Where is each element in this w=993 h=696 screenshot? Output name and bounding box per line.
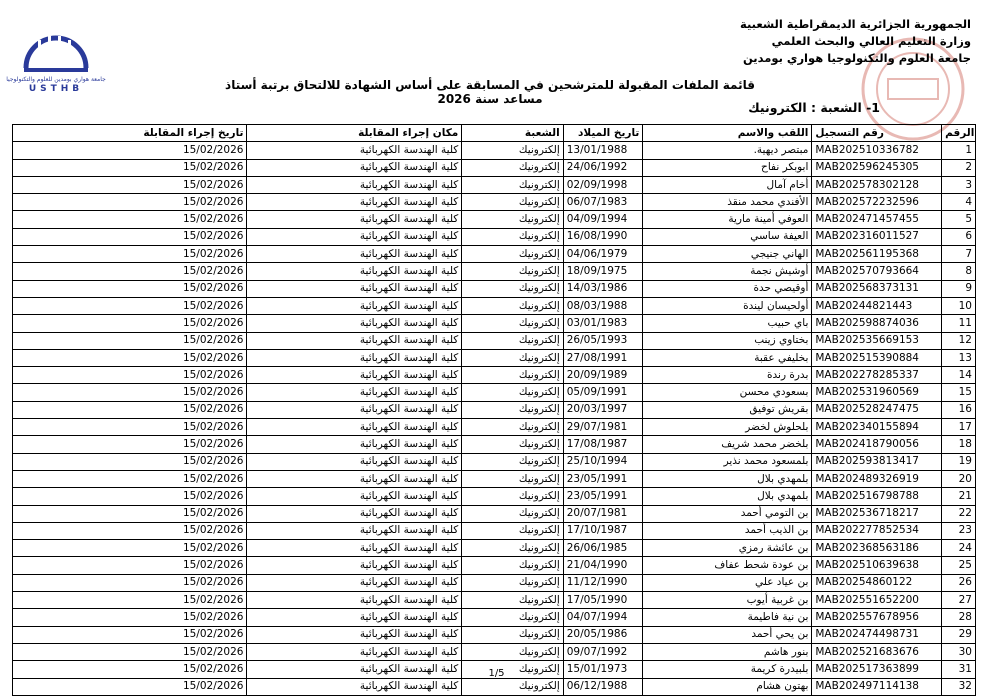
cell-interview-date: 15/02/2026: [13, 297, 247, 314]
cell-interview-place: كلية الهندسة الكهربائية: [247, 263, 462, 280]
cell-interview-date: 15/02/2026: [13, 159, 247, 176]
table-row: [13, 505, 976, 522]
cell-interview-place: كلية الهندسة الكهربائية: [247, 522, 462, 539]
cell-number: 6: [942, 228, 976, 245]
header-republic: الجمهورية الجزائرية الديمقراطية الشعبية: [739, 17, 971, 31]
cell-name: أوشيش نجمة: [643, 263, 812, 280]
cell-registration: MAB202598874036: [812, 315, 942, 332]
cell-name: الأفندي محمد منقذ: [643, 194, 812, 211]
cell-registration: MAB202528247475: [812, 401, 942, 418]
cell-registration: MAB20244821443: [812, 297, 942, 314]
table-row: [13, 488, 976, 505]
cell-number: 9: [942, 280, 976, 297]
cell-interview-place: كلية الهندسة الكهربائية: [247, 574, 462, 591]
cell-registration: MAB20254860122: [812, 574, 942, 591]
cell-interview-place: كلية الهندسة الكهربائية: [247, 678, 462, 695]
cell-name: بنور هاشم: [643, 643, 812, 660]
cell-number: 32: [942, 678, 976, 695]
table-row: [13, 626, 976, 643]
university-logo: [6, 26, 106, 94]
cell-specialty: إلكترونيك: [462, 557, 563, 574]
cell-birth-date: 26/06/1985: [563, 540, 643, 557]
cell-interview-place: كلية الهندسة الكهربائية: [247, 349, 462, 366]
cell-interview-date: 15/02/2026: [13, 142, 247, 159]
cell-name: بلبيدرة كريمة: [643, 661, 812, 678]
cell-registration: MAB202531960569: [812, 384, 942, 401]
cell-interview-place: كلية الهندسة الكهربائية: [247, 436, 462, 453]
cell-registration: MAB202572232596: [812, 194, 942, 211]
table-row: [13, 574, 976, 591]
cell-number: 25: [942, 557, 976, 574]
cell-interview-place: كلية الهندسة الكهربائية: [247, 159, 462, 176]
table-row: [13, 280, 976, 297]
cell-interview-date: 15/02/2026: [13, 609, 247, 626]
cell-name: أوقيصي حدة: [643, 280, 812, 297]
cell-specialty: إلكترونيك: [462, 643, 563, 660]
header-ministry: وزارة التعليم العالي والبحث العلمي: [771, 34, 971, 48]
table-row: [13, 557, 976, 574]
table-row: [13, 176, 976, 193]
cell-number: 19: [942, 453, 976, 470]
cell-registration: MAB202510639638: [812, 557, 942, 574]
cell-interview-place: كلية الهندسة الكهربائية: [247, 332, 462, 349]
cell-name: بن يحي أحمد: [643, 626, 812, 643]
header-specialty: الشعبة: [462, 125, 563, 142]
cell-name: بن التومي أحمد: [643, 505, 812, 522]
cell-interview-date: 15/02/2026: [13, 574, 247, 591]
cell-number: 13: [942, 349, 976, 366]
cell-name: بخليفي عقبة: [643, 349, 812, 366]
cell-birth-date: 20/05/1986: [563, 626, 643, 643]
cell-interview-date: 15/02/2026: [13, 419, 247, 436]
cell-number: 23: [942, 522, 976, 539]
cell-specialty: إلكترونيك: [462, 470, 563, 487]
cell-specialty: إلكترونيك: [462, 574, 563, 591]
cell-interview-date: 15/02/2026: [13, 488, 247, 505]
cell-registration: MAB202557678956: [812, 609, 942, 626]
header-name: اللقب والاسم: [643, 125, 812, 142]
cell-interview-date: 15/02/2026: [13, 315, 247, 332]
candidates-table: [12, 124, 976, 696]
cell-specialty: إلكترونيك: [462, 384, 563, 401]
cell-number: 12: [942, 332, 976, 349]
cell-registration: MAB202521683676: [812, 643, 942, 660]
cell-birth-date: 15/01/1973: [563, 661, 643, 678]
cell-registration: MAB202368563186: [812, 540, 942, 557]
table-row: [13, 540, 976, 557]
table-row: [13, 592, 976, 609]
cell-specialty: إلكترونيك: [462, 592, 563, 609]
table-row: [13, 142, 976, 159]
cell-registration: MAB202570793664: [812, 263, 942, 280]
cell-interview-date: 15/02/2026: [13, 453, 247, 470]
cell-number: 21: [942, 488, 976, 505]
cell-specialty: إلكترونيك: [462, 228, 563, 245]
cell-registration: MAB202536718217: [812, 505, 942, 522]
cell-birth-date: 20/09/1989: [563, 367, 643, 384]
cell-interview-place: كلية الهندسة الكهربائية: [247, 505, 462, 522]
cell-number: 20: [942, 470, 976, 487]
cell-interview-date: 15/02/2026: [13, 367, 247, 384]
cell-number: 15: [942, 384, 976, 401]
cell-birth-date: 17/08/1987: [563, 436, 643, 453]
cell-name: بلخضر محمد شريف: [643, 436, 812, 453]
header-interview-date: تاريخ إجراء المقابلة: [13, 125, 247, 142]
cell-interview-date: 15/02/2026: [13, 280, 247, 297]
cell-interview-place: كلية الهندسة الكهربائية: [247, 540, 462, 557]
header-interview-place: مكان إجراء المقابلة: [247, 125, 462, 142]
cell-name: بلحلوش لخضر: [643, 419, 812, 436]
cell-birth-date: 17/10/1987: [563, 522, 643, 539]
cell-name: بن نية فاطيمة: [643, 609, 812, 626]
cell-specialty: إلكترونيك: [462, 609, 563, 626]
cell-interview-place: كلية الهندسة الكهربائية: [247, 626, 462, 643]
cell-birth-date: 04/06/1979: [563, 246, 643, 263]
cell-specialty: إلكترونيك: [462, 678, 563, 695]
cell-interview-place: كلية الهندسة الكهربائية: [247, 142, 462, 159]
table-row: [13, 246, 976, 263]
logo-name: USTHB: [28, 84, 84, 94]
cell-interview-place: كلية الهندسة الكهربائية: [247, 315, 462, 332]
cell-interview-place: كلية الهندسة الكهربائية: [247, 453, 462, 470]
cell-number: 5: [942, 211, 976, 228]
cell-birth-date: 26/05/1993: [563, 332, 643, 349]
cell-name: العوفي أمينة مارية: [643, 211, 812, 228]
cell-birth-date: 11/12/1990: [563, 574, 643, 591]
cell-number: 28: [942, 609, 976, 626]
cell-interview-place: كلية الهندسة الكهربائية: [247, 401, 462, 418]
cell-name: أولحيسان ليندة: [643, 297, 812, 314]
cell-interview-date: 15/02/2026: [13, 176, 247, 193]
cell-interview-date: 15/02/2026: [13, 228, 247, 245]
cell-number: 2: [942, 159, 976, 176]
table-row: [13, 263, 976, 280]
cell-birth-date: 23/05/1991: [563, 470, 643, 487]
cell-name: بختاوي زينب: [643, 332, 812, 349]
cell-birth-date: 04/09/1994: [563, 211, 643, 228]
cell-interview-place: كلية الهندسة الكهربائية: [247, 246, 462, 263]
table-row: [13, 297, 976, 314]
cell-registration: MAB202596245305: [812, 159, 942, 176]
cell-interview-date: 15/02/2026: [13, 332, 247, 349]
cell-interview-place: كلية الهندسة الكهربائية: [247, 211, 462, 228]
cell-interview-date: 15/02/2026: [13, 436, 247, 453]
cell-name: بن عياد علي: [643, 574, 812, 591]
table-row: [13, 349, 976, 366]
cell-interview-date: 15/02/2026: [13, 643, 247, 660]
table-row: [13, 470, 976, 487]
cell-number: 11: [942, 315, 976, 332]
header-university: جامعة العلوم والتكنولوجيا هواري بومدين: [742, 51, 971, 65]
cell-name: بسعودي محسن: [643, 384, 812, 401]
cell-interview-date: 15/02/2026: [13, 678, 247, 695]
cell-number: 17: [942, 419, 976, 436]
cell-specialty: إلكترونيك: [462, 401, 563, 418]
cell-registration: MAB202418790056: [812, 436, 942, 453]
cell-number: 8: [942, 263, 976, 280]
cell-name: باي حبيب: [643, 315, 812, 332]
cell-name: بن غربية أيوب: [643, 592, 812, 609]
cell-interview-place: كلية الهندسة الكهربائية: [247, 557, 462, 574]
cell-number: 27: [942, 592, 976, 609]
cell-interview-place: كلية الهندسة الكهربائية: [247, 367, 462, 384]
table-row: [13, 453, 976, 470]
cell-number: 22: [942, 505, 976, 522]
cell-number: 1: [942, 142, 976, 159]
cell-interview-date: 15/02/2026: [13, 540, 247, 557]
cell-birth-date: 03/01/1983: [563, 315, 643, 332]
cell-number: 29: [942, 626, 976, 643]
cell-interview-place: كلية الهندسة الكهربائية: [247, 419, 462, 436]
cell-birth-date: 09/07/1992: [563, 643, 643, 660]
cell-birth-date: 27/08/1991: [563, 349, 643, 366]
cell-name: الهاني جنيجي: [643, 246, 812, 263]
cell-interview-place: كلية الهندسة الكهربائية: [247, 280, 462, 297]
cell-birth-date: 20/07/1981: [563, 505, 643, 522]
cell-name: بدرة رندة: [643, 367, 812, 384]
cell-interview-date: 15/02/2026: [13, 505, 247, 522]
cell-birth-date: 23/05/1991: [563, 488, 643, 505]
table-row: [13, 643, 976, 660]
cell-birth-date: 29/07/1981: [563, 419, 643, 436]
cell-birth-date: 13/01/1988: [563, 142, 643, 159]
table-row: [13, 159, 976, 176]
cell-birth-date: 25/10/1994: [563, 453, 643, 470]
cell-interview-place: كلية الهندسة الكهربائية: [247, 176, 462, 193]
cell-specialty: إلكترونيك: [462, 505, 563, 522]
cell-birth-date: 02/09/1998: [563, 176, 643, 193]
table-row: [13, 228, 976, 245]
cell-interview-place: كلية الهندسة الكهربائية: [247, 297, 462, 314]
cell-registration: MAB202517363899: [812, 661, 942, 678]
cell-birth-date: 18/09/1975: [563, 263, 643, 280]
logo-subtitle: جامعة هواري بومدين للعلوم والتكنولوجيا: [6, 76, 106, 83]
header-number: الرقم: [942, 125, 976, 142]
cell-number: 10: [942, 297, 976, 314]
table-row: [13, 194, 976, 211]
cell-name: بلمهدي بلال: [643, 470, 812, 487]
cell-number: 18: [942, 436, 976, 453]
cell-interview-place: كلية الهندسة الكهربائية: [247, 194, 462, 211]
cell-specialty: إلكترونيك: [462, 436, 563, 453]
cell-specialty: إلكترونيك: [462, 367, 563, 384]
cell-name: العيفة ساسي: [643, 228, 812, 245]
cell-specialty: إلكترونيك: [462, 280, 563, 297]
cell-registration: MAB202278285337: [812, 367, 942, 384]
cell-birth-date: 04/07/1994: [563, 609, 643, 626]
table-row: [13, 367, 976, 384]
cell-specialty: إلكترونيك: [462, 332, 563, 349]
table-row: [13, 332, 976, 349]
cell-number: 14: [942, 367, 976, 384]
table-row: [13, 609, 976, 626]
cell-specialty: إلكترونيك: [462, 540, 563, 557]
cell-specialty: إلكترونيك: [462, 159, 563, 176]
cell-specialty: إلكترونيك: [462, 661, 563, 678]
cell-number: 3: [942, 176, 976, 193]
cell-interview-date: 15/02/2026: [13, 263, 247, 280]
cell-interview-date: 15/02/2026: [13, 592, 247, 609]
cell-interview-place: كلية الهندسة الكهربائية: [247, 228, 462, 245]
cell-birth-date: 20/03/1997: [563, 401, 643, 418]
cell-specialty: إلكترونيك: [462, 176, 563, 193]
table-row: [13, 678, 976, 695]
table-header-row: [13, 125, 976, 142]
cell-interview-place: كلية الهندسة الكهربائية: [247, 661, 462, 678]
cell-registration: MAB202568373131: [812, 280, 942, 297]
cell-specialty: إلكترونيك: [462, 522, 563, 539]
table-row: [13, 522, 976, 539]
table-row: [13, 384, 976, 401]
cell-specialty: إلكترونيك: [462, 246, 563, 263]
cell-interview-date: 15/02/2026: [13, 626, 247, 643]
cell-specialty: إلكترونيك: [462, 453, 563, 470]
cell-number: 4: [942, 194, 976, 211]
cell-birth-date: 21/04/1990: [563, 557, 643, 574]
cell-specialty: إلكترونيك: [462, 263, 563, 280]
cell-name: بلمسعود محمد نذير: [643, 453, 812, 470]
cell-registration: MAB202515390884: [812, 349, 942, 366]
cell-interview-date: 15/02/2026: [13, 384, 247, 401]
cell-specialty: إلكترونيك: [462, 194, 563, 211]
cell-interview-date: 15/02/2026: [13, 470, 247, 487]
cell-registration: MAB202497114138: [812, 678, 942, 695]
cell-number: 24: [942, 540, 976, 557]
cell-interview-place: كلية الهندسة الكهربائية: [247, 609, 462, 626]
table-row: [13, 315, 976, 332]
section-heading: 1- الشعبة : الكترونيك: [748, 100, 880, 115]
cell-specialty: إلكترونيك: [462, 142, 563, 159]
table-row: [13, 419, 976, 436]
cell-birth-date: 16/08/1990: [563, 228, 643, 245]
cell-registration: MAB202578302128: [812, 176, 942, 193]
cell-interview-date: 15/02/2026: [13, 194, 247, 211]
cell-registration: MAB202474498731: [812, 626, 942, 643]
cell-interview-date: 15/02/2026: [13, 661, 247, 678]
cell-number: 26: [942, 574, 976, 591]
cell-specialty: إلكترونيك: [462, 626, 563, 643]
cell-registration: MAB202471457455: [812, 211, 942, 228]
cell-number: 16: [942, 401, 976, 418]
cell-registration: MAB202316011527: [812, 228, 942, 245]
cell-interview-place: كلية الهندسة الكهربائية: [247, 488, 462, 505]
cell-specialty: إلكترونيك: [462, 297, 563, 314]
cell-number: 30: [942, 643, 976, 660]
cell-interview-date: 15/02/2026: [13, 522, 247, 539]
cell-specialty: إلكترونيك: [462, 349, 563, 366]
cell-birth-date: 14/03/1986: [563, 280, 643, 297]
cell-registration: MAB202516798788: [812, 488, 942, 505]
header-birth-date: تاريخ الميلاد: [563, 125, 643, 142]
cell-birth-date: 17/05/1990: [563, 592, 643, 609]
cell-birth-date: 08/03/1988: [563, 297, 643, 314]
cell-specialty: إلكترونيك: [462, 315, 563, 332]
cell-name: أخام آمال: [643, 176, 812, 193]
cell-name: بلمهدي بلال: [643, 488, 812, 505]
cell-specialty: إلكترونيك: [462, 211, 563, 228]
table-row: [13, 436, 976, 453]
cell-interview-date: 15/02/2026: [13, 211, 247, 228]
cell-name: مبتصر ديهية.: [643, 142, 812, 159]
table-row: [13, 401, 976, 418]
cell-interview-place: كلية الهندسة الكهربائية: [247, 592, 462, 609]
cell-interview-place: كلية الهندسة الكهربائية: [247, 470, 462, 487]
cell-birth-date: 24/06/1992: [563, 159, 643, 176]
cell-name: بن الذيب أحمد: [643, 522, 812, 539]
cell-name: بن عائشة رمزي: [643, 540, 812, 557]
cell-interview-date: 15/02/2026: [13, 349, 247, 366]
cell-interview-date: 15/02/2026: [13, 557, 247, 574]
cell-interview-date: 15/02/2026: [13, 246, 247, 263]
document-title: قائمة الملفات المقبولة للمترشحين في المسابقة على أساس الشهادة للالتحاق برتبة أستاذ مساعد سنة 2026: [225, 78, 755, 106]
cell-interview-place: كلية الهندسة الكهربائية: [247, 384, 462, 401]
cell-name: بن عودة شحط عفاف: [643, 557, 812, 574]
cell-specialty: إلكترونيك: [462, 488, 563, 505]
cell-birth-date: 06/07/1983: [563, 194, 643, 211]
cell-specialty: إلكترونيك: [462, 419, 563, 436]
cell-registration: MAB202277852534: [812, 522, 942, 539]
cell-registration: MAB202593813417: [812, 453, 942, 470]
cell-number: 7: [942, 246, 976, 263]
cell-registration: MAB202510336782: [812, 142, 942, 159]
header-registration: رقم التسجيل: [812, 125, 942, 142]
cell-registration: MAB202535669153: [812, 332, 942, 349]
cell-name: ابوبكر نفاح: [643, 159, 812, 176]
cell-registration: MAB202340155894: [812, 419, 942, 436]
cell-birth-date: 05/09/1991: [563, 384, 643, 401]
cell-name: بقريش توفيق: [643, 401, 812, 418]
cell-name: بهتون هشام: [643, 678, 812, 695]
cell-interview-place: كلية الهندسة الكهربائية: [247, 643, 462, 660]
table-row: [13, 211, 976, 228]
cell-interview-date: 15/02/2026: [13, 401, 247, 418]
page-number: 1/5: [488, 668, 505, 679]
cell-registration: MAB202551652200: [812, 592, 942, 609]
cell-number: 31: [942, 661, 976, 678]
cell-birth-date: 06/12/1988: [563, 678, 643, 695]
institution-header: [731, 16, 971, 67]
cell-registration: MAB202561195368: [812, 246, 942, 263]
cell-registration: MAB202489326919: [812, 470, 942, 487]
